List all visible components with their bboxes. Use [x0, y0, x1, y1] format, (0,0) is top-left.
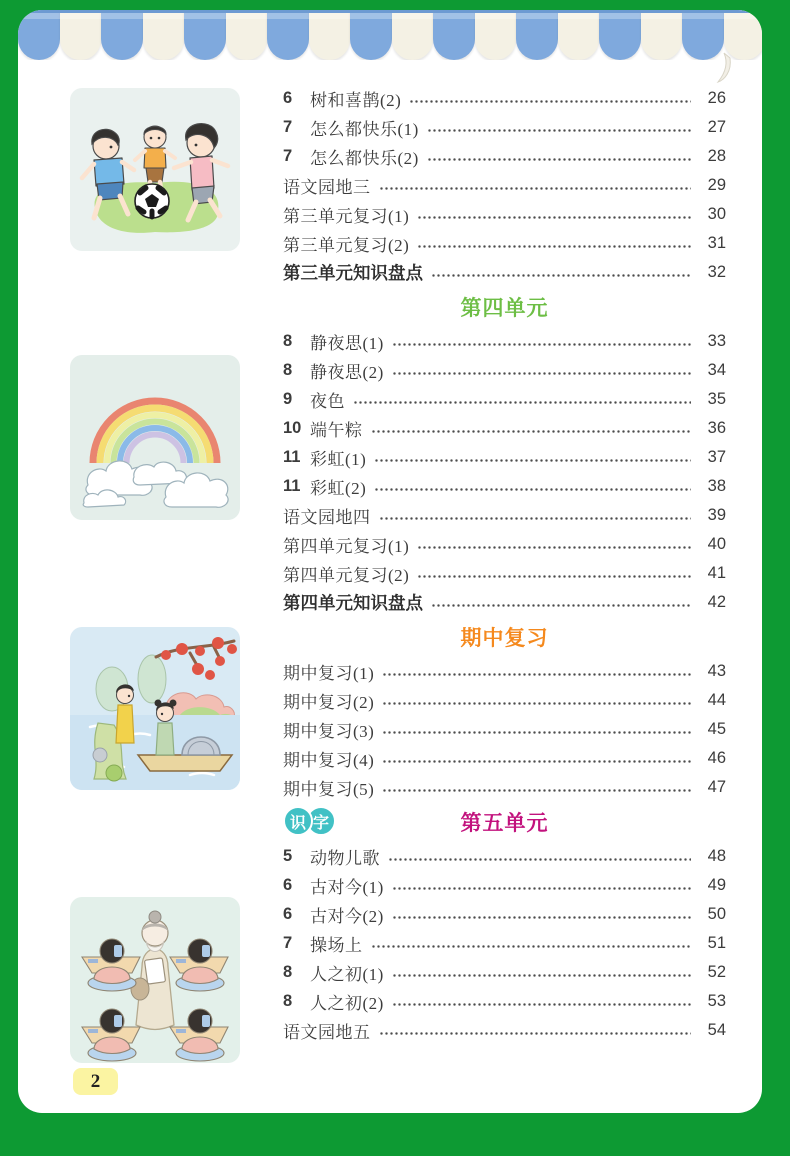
entry-title: 第三单元复习(2): [283, 236, 410, 255]
entry-title: 彩虹(2): [310, 479, 367, 498]
entry-page: 31: [707, 234, 726, 252]
entry-title: 动物儿歌: [310, 849, 380, 868]
toc-entry: [283, 171, 726, 200]
entry-title: 树和喜鹊(2): [310, 91, 402, 110]
illustration-boat-card: [70, 627, 240, 790]
entry-page: 46: [707, 749, 726, 767]
lesson-number: 8: [283, 963, 293, 981]
entry-page: 35: [707, 390, 726, 408]
toc-entry: [283, 773, 726, 802]
awning-scallop: [267, 10, 309, 60]
dot-leader: [427, 128, 691, 133]
toc-entry: [283, 686, 726, 715]
toc-entry: [283, 501, 726, 530]
section-header: [283, 804, 726, 840]
entry-title: 古对今(2): [310, 907, 384, 926]
toc-entry: [283, 530, 726, 559]
dot-leader: [382, 701, 691, 706]
lesson-number: 6: [283, 905, 293, 923]
awning-scallop: [516, 10, 558, 60]
entry-page: 49: [707, 876, 726, 894]
entry-title: 第三单元复习(1): [283, 207, 410, 226]
toc-entry: [283, 414, 726, 443]
dot-leader: [379, 1031, 692, 1036]
toc-entry: [283, 327, 726, 356]
entry-page: 45: [707, 720, 726, 738]
entry-title: 端午粽: [310, 421, 363, 440]
illustration-rainbow-card: [70, 355, 240, 520]
entry-title: 期中复习(5): [283, 780, 375, 799]
awning-scallop: [558, 10, 600, 60]
toc-entry: [283, 229, 726, 258]
dot-leader: [417, 574, 691, 579]
entry-title: 彩虹(1): [310, 450, 367, 469]
entry-title: 操场上: [310, 936, 363, 955]
dot-leader: [353, 400, 691, 405]
dot-leader: [392, 1002, 691, 1007]
dot-leader: [392, 973, 691, 978]
toc-entry: [283, 842, 726, 871]
awning-scallop: [392, 10, 434, 60]
toc-entry: [283, 142, 726, 171]
dot-leader: [431, 273, 691, 278]
entry-page: 41: [707, 564, 726, 582]
entry-page: 40: [707, 535, 726, 553]
dot-leader: [427, 157, 691, 162]
entry-page: 42: [707, 593, 726, 611]
dot-leader: [379, 516, 692, 521]
entry-title: 语文园地五: [283, 1023, 371, 1042]
entry-page: 48: [707, 847, 726, 865]
lesson-number: 11: [283, 477, 301, 495]
toc-entry: [283, 200, 726, 229]
dot-leader: [374, 487, 691, 492]
dot-leader: [371, 429, 692, 434]
entry-page: 34: [707, 361, 726, 379]
rainbow-arc: [93, 401, 217, 463]
toc-entry: [283, 472, 726, 501]
toc-entry: [283, 1016, 726, 1045]
toc-entry: [283, 958, 726, 987]
toc-entry: [283, 84, 726, 113]
lesson-number: 11: [283, 448, 301, 466]
entry-title: 第四单元复习(1): [283, 537, 410, 556]
dot-leader: [431, 603, 691, 608]
awning-scallop: [641, 10, 683, 60]
section-header: [283, 619, 726, 655]
section-header-label: 第四单元: [460, 297, 549, 320]
awning-decoration: [18, 10, 762, 60]
toc-entry: [283, 588, 726, 617]
entry-page: 53: [707, 992, 726, 1010]
entry-title: 期中复习(2): [283, 693, 375, 712]
entry-title: 第三单元知识盘点: [283, 263, 423, 283]
soccer-ball: [135, 184, 169, 218]
entry-page: 32: [707, 263, 726, 281]
entry-title: 第四单元知识盘点: [283, 593, 423, 613]
entry-page: 28: [707, 147, 726, 165]
dot-leader: [392, 342, 691, 347]
dot-leader: [409, 99, 691, 104]
dot-leader: [392, 371, 691, 376]
teacher: [131, 911, 174, 1030]
entry-page: 26: [707, 89, 726, 107]
entry-page: 54: [707, 1021, 726, 1039]
lesson-number: 8: [283, 332, 293, 350]
toc-entry: [283, 443, 726, 472]
book-page: [18, 10, 762, 1113]
entry-page: 36: [707, 419, 726, 437]
entry-title: 古对今(1): [310, 878, 384, 897]
entry-page: 30: [707, 205, 726, 223]
entry-title: 期中复习(3): [283, 722, 375, 741]
shizi-badge-char: 识: [283, 806, 313, 836]
entry-title: 怎么都快乐(1): [310, 120, 419, 139]
entry-page: 33: [707, 332, 726, 350]
awning-scallop: [433, 10, 475, 60]
entry-title: 期中复习(1): [283, 664, 375, 683]
awning-scallop: [309, 10, 351, 60]
entry-title: 人之初(2): [310, 994, 384, 1013]
dot-leader: [382, 759, 691, 764]
entry-page: 52: [707, 963, 726, 981]
entry-title: 静夜思(2): [310, 363, 384, 382]
section-header-label: 第五单元: [460, 812, 549, 835]
lesson-number: 6: [283, 89, 293, 107]
toc-entry: [283, 871, 726, 900]
dot-leader: [417, 545, 691, 550]
toc-entry: [283, 356, 726, 385]
entry-page: 44: [707, 691, 726, 709]
lesson-number: 8: [283, 361, 293, 379]
awning-scallop: [60, 10, 102, 60]
entry-page: 38: [707, 477, 726, 495]
toc-entry: [283, 113, 726, 142]
entry-title: 第四单元复习(2): [283, 566, 410, 585]
lesson-number: 7: [283, 934, 293, 952]
dot-leader: [382, 672, 691, 677]
toc-entry: [283, 987, 726, 1016]
lesson-number: 10: [283, 419, 302, 437]
awning-scallop: [350, 10, 392, 60]
clouds: [83, 461, 228, 507]
entry-title: 语文园地四: [283, 508, 371, 527]
dot-leader: [392, 915, 691, 920]
entry-page: 43: [707, 662, 726, 680]
entry-page: 51: [707, 934, 726, 952]
entry-page: 47: [707, 778, 726, 796]
dot-leader: [371, 944, 692, 949]
toc-entry: [283, 258, 726, 287]
dot-leader: [388, 857, 691, 862]
awning-scallop: [101, 10, 143, 60]
dot-leader: [382, 788, 691, 793]
entry-title: 人之初(1): [310, 965, 384, 984]
dot-leader: [417, 215, 691, 220]
awning-scallop: [475, 10, 517, 60]
awning-scallop: [226, 10, 268, 60]
toc-entry: [283, 744, 726, 773]
toc-entry: [283, 657, 726, 686]
table-of-contents: [283, 84, 726, 1045]
entry-page: 50: [707, 905, 726, 923]
entry-title: 夜色: [310, 392, 345, 411]
toc-entry: [283, 559, 726, 588]
illustration-classroom-card: [70, 897, 240, 1063]
entry-page: 37: [707, 448, 726, 466]
awning-scallop: [18, 10, 60, 60]
toc-entry: [283, 900, 726, 929]
entry-page: 29: [707, 176, 726, 194]
awning-scallop: [599, 10, 641, 60]
shizi-badge: [283, 806, 336, 836]
dot-leader: [374, 458, 691, 463]
toc-entry: [283, 715, 726, 744]
page-curl-decoration: [710, 52, 736, 86]
awning-scallop: [184, 10, 226, 60]
toc-entry: [283, 929, 726, 958]
entry-page: 39: [707, 506, 726, 524]
lesson-number: 8: [283, 992, 293, 1010]
dot-leader: [379, 186, 692, 191]
entry-title: 语文园地三: [283, 178, 371, 197]
entry-title: 怎么都快乐(2): [310, 149, 419, 168]
shizi-badge-char: 字: [306, 806, 336, 836]
footer-page-number: 2: [73, 1068, 118, 1095]
toc-entry: [283, 385, 726, 414]
lesson-number: 6: [283, 876, 293, 894]
lesson-number: 7: [283, 147, 293, 165]
entry-page: 27: [707, 118, 726, 136]
blossom-branch: [156, 637, 237, 680]
dot-leader: [382, 730, 691, 735]
lesson-number: 9: [283, 390, 293, 408]
entry-title: 静夜思(1): [310, 334, 384, 353]
entry-title: 期中复习(4): [283, 751, 375, 770]
section-header-label: 期中复习: [460, 627, 549, 650]
dot-leader: [392, 886, 691, 891]
section-header: [283, 289, 726, 325]
awning-scallop: [143, 10, 185, 60]
lesson-number: 7: [283, 118, 293, 136]
illustration-soccer-card: [70, 88, 240, 251]
dot-leader: [417, 244, 691, 249]
lesson-number: 5: [283, 847, 293, 865]
